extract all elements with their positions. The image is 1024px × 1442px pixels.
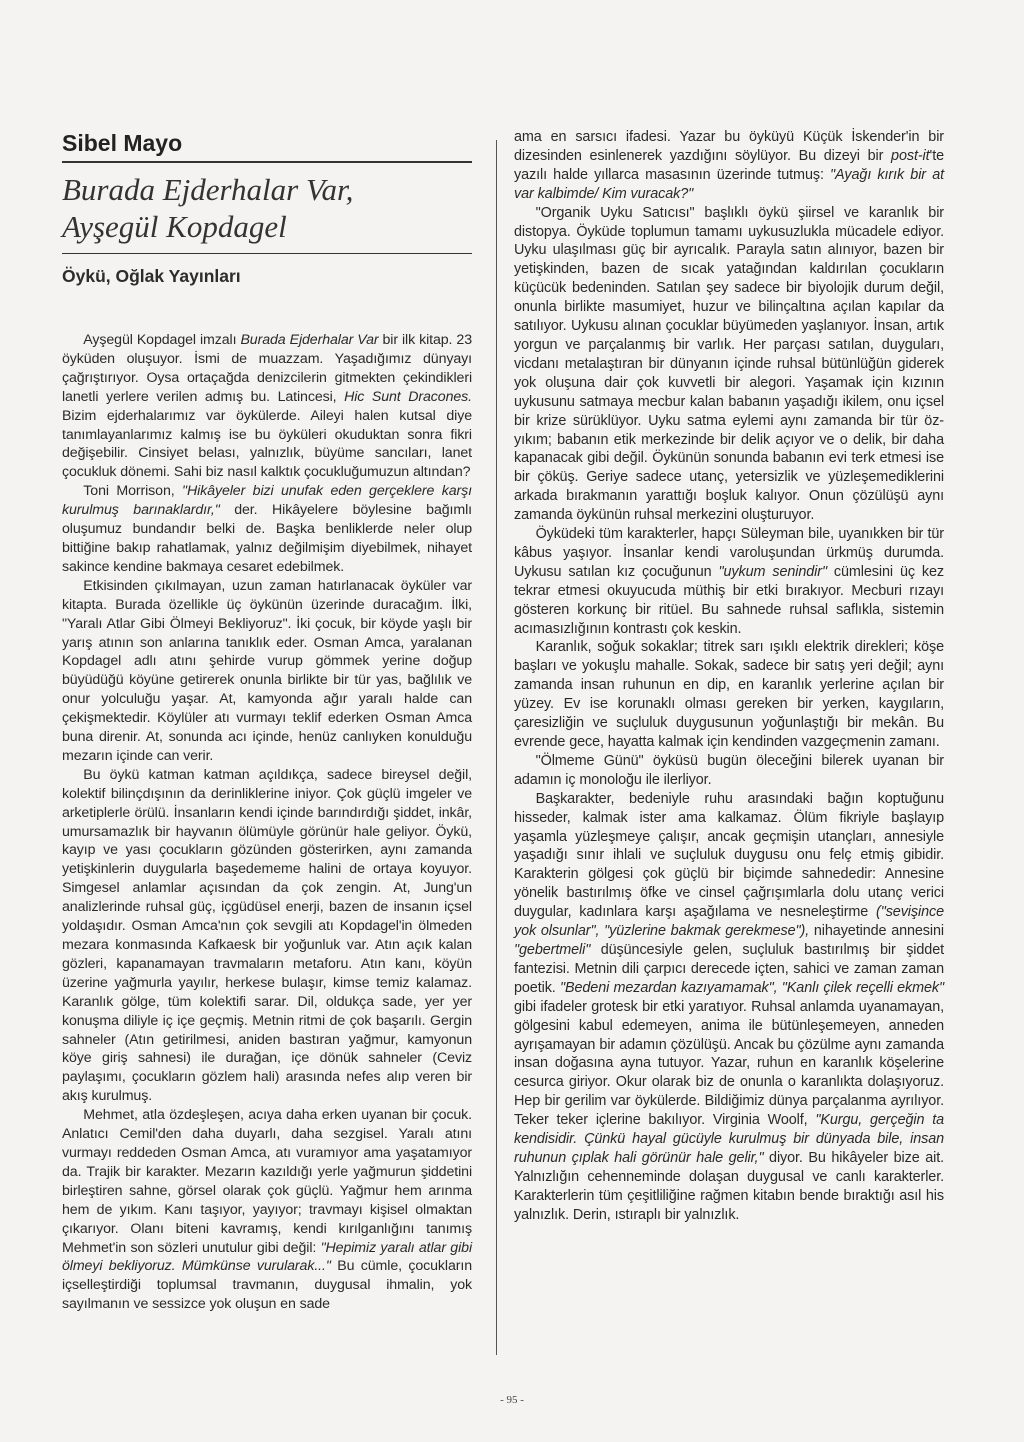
column-divider (496, 140, 497, 1355)
title-bottom-rule (62, 253, 472, 255)
book-title (62, 171, 472, 245)
left-column (62, 130, 472, 1314)
paragraph: Bu öykü katman katman açıldıkça, sadece bireysel değil, kolektif bilinçdışının da derinliklerine iniyor. Çok güçlü imgeler ve arketiplerle örülü. İnsanların kendi içinde barındırdığı şiddet, inkâr, umursamazlık bir hayvanın ölümüyle görünür hale geliyor. Öykü, kayıp ve yası çocukların gözünden gösterirken, aynı zamanda yetişkinlerin duygularla başedememe halini de ortaya koyuyor. Simgesel anlamlar açısından da çok zengin. At, Jung'un analizlerinde ruhsal güç, içgüdüsel enerji, bazen de insanın içsel yoldaşıdır. Osman Amca'nın çok sevgili atı Kopdagel'in ölmeden mezara konmasında Kafkaesk bir yoğunluk var. Atın açık kalan gözleri, kapanamayan travmaların metaforu. Atın kanı, köyün üzerine yağmurla yayılır, herkese bulaşır, kimse temiz kalamaz. Karanlık gölge, tüm kolektifi sarar. Dil, oldukça sade, yer yer konuşma diliyle iç içe geçmiş. Metnin ritmi de çok başarılı. Gergin sahneler (Atın getirilmesi, aniden bastıran yağmur, kamyonun köye giriş sahnesi) ile durağan, içe dönük sahneler (Ceviz paylaşımı, çocukların gözlem hali) arasında nefes alıp veren bir akış kurulmuş. (62, 766, 472, 1105)
author-name: Sibel Mayo (62, 130, 183, 156)
book-title-line2: Ayşegül Kopdagel (62, 208, 287, 244)
paragraph: "Ölmeme Günü" öyküsü bugün öleceğini bilerek uyanan bir adamın iç monoloğu ile ilerliyor. (514, 752, 944, 788)
paragraph: Etkisinden çıkılmayan, uzun zaman hatırlanacak öyküler var kitapta. Burada özellikle üç öykünün üzerinde duracağım. İlki, "Yaralı Atlar Gibi Ölmeyi Bekliyoruz". İki çocuk, bir köyde yaşlı bir yarış atının son anlarına tanıklık eder. Osman Amca, yaralanan Kopdagel adlı atını şehirde vurup gömmek yerine doğup büyüdüğü köyüne getirerek onunla birlikte bir tür yas, bağlılık ve onur yolculuğu yaşar. At, kamyonda ağır yaralı halde can çekişmektedir. Köylüler atı vurmayı teklif ederken Osman Amca buna direnir. At, sonunda acı içinde, henüz canlıyken konulduğu mezarın içinde can verir. (62, 577, 472, 764)
right-column (514, 128, 944, 1225)
paragraph: Ayşegül Kopdagel imzalı Burada Ejderhalar Var bir ilk kitap. 23 öyküden oluşuyor. İsmi de muazzam. Yaşadığımız dünyayı çağrıştırıyor. Oysa ortaçağda denizcilerin gitmekten çekindikleri lanetli yerlere verilen admış bu. Latincesi, Hic Sunt Dracones. Bizim ejderhalarımız var öykülerde. Aileyi halen kutsal diye tanımlayanlarımız kalmış ise bu öyküleri okuduktan sonra fikri değişebilir. Cinsiyet belası, yalnızlık, büyüme sancıları, lanet çocukluk dönemi. Sahi biz nasıl kalktık çocukluğumuzun altından? (62, 332, 472, 481)
genre-publisher: Öykü, Oğlak Yayınları (62, 266, 241, 286)
paragraph: Öyküdeki tüm karakterler, hapçı Süleyman bile, uyanıkken bir tür kâbus yaşıyor. İnsanlar kendi varoluşundan ürkmüş durumda. Uykusu satılan kız çocuğunun "uykum senindir" cümlesini üç kez tekrar etmesi okuyucuda müthiş bir etki bırakıyor. Mecburi rızayı gösteren korkunç bir ritüel. Bu sahnede ruhsal saflıkla, sistemin acımasızlığının kontrastı çok keskin. (514, 526, 944, 637)
paragraph: Toni Morrison, "Hikâyeler bizi unufak eden gerçeklere karşı kurulmuş barınaklardır," der. Hikâyelere böylesine bağımlı oluşumuz bundandır belki de. Başka benliklerde neler olup bittiğine bakıp rahatlamak, yalnız değilmişim diyebilmek, nihayet sakince kendine bakmaya cesaret edebilmek. (62, 483, 473, 575)
paragraph: "Organik Uyku Satıcısı" başlıklı öykü şiirsel ve karanlık bir distopya. Öyküde toplumun tamamı uykusuzlukla mücadele ediyor. Uyku ulaşılması güç bir ayrıcalık. Parayla satın alınıyor, bazen bir yetişkinden, bazen de sıcak yatağından kaldırılan çocukların küçücük bedeninden. Satılan şey sadece bir biyolojik durum değil, onunla birlikte masumiyet, huzur ve bilinçaltına açılan kapılar da satılıyor. Uykusu alınan çocuklar büyümeden yaşlanıyor. İnsan, artık yorgun ve parçalanmış bir varlık. Her parçası satılan, duyguları, vicdanı metalaştıran bir dünyanın içinde ruhsal bütünlüğün giderek yok oluşuna dair çok kuvvetli bir alegori. Yaşamak için kızının uykusunu satmaya mecbur kalan babanın yaşadığı ikilem, onu içsel bir krize sürüklüyor. Uyku satma eylemi aynı zamanda bir tür öz-yıkım; babanın etik merkezinde bir delik açıyor ve o delik, bir daha kapanacak gibi değil. Öykünün sonunda babanın evi terk etmesi ise bir çöküş. Geriye sadece utanç, yetersizlik ve yüzleşemediklerini arkada bırakmanın yarattığı boşluk kalıyor. Onun çözülüşü aynı zamanda öykünün ruhsal merkezini oluşturuyor. (514, 204, 944, 524)
paragraph: Mehmet, atla özdeşleşen, acıya daha erken uyanan bir çocuk. Anlatıcı Cemil'den daha duyarlı, daha sezgisel. Yaralı atını vurmayı reddeden Osman Amca, atı vuramıyor ama yaşatamıyor da. Trajik bir karakter. Mezarın kazıldığı yerle yağmurun şiddetini birleştiren sahne, görsel olarak çok güçlü. Yağmur hem arınma hem de yıkım. Kanı taşıyor, yayıyor; travmayı kişisel olmaktan çıkarıyor. Olanı biteni kavramış, kendi kırılganlığını tanımış Mehmet'in son sözleri unutulur gibi değil: "Hepimiz yaralı atlar gibi ölmeyi bekliyoruz. Mümkünse vurularak..." Bu cümle, çocukların içselleştirdiği toplumsal travmanın, duygusal ihmalin, yok sayılmanın ve sessizce yok oluşun en sade (62, 1107, 473, 1313)
book-title-line1: Burada Ejderhalar Var, (62, 171, 354, 207)
paragraph: ama en sarsıcı ifadesi. Yazar bu öyküyü Küçük İskender'in bir dizesinden esinlenerek yazdığını söylüyor. Bu dizeyi bir post-it'te yazılı halde yıllarca masasının üzerinde tutmuş: "Ayağı kırık bir at var kalbimde/ Kim vuracak?" (514, 129, 944, 202)
paragraph: Başkarakter, bedeniyle ruhu arasındaki bağın koptuğunu hisseder, kalmak ister ama kalkamaz. Ölüm fikriyle başlayıp yaşamla yüzleşmeye çalışır, ancak geçmişin utançları, annesiyle yaşadığı sınır ihlali ve suçluluk duygusu onu felç etmiş gibidir. Karakterin gölgesi çok güçlü bir biçimde sahnededir: Annesine yönelik bastırılmış öfke ve cinsel çağrışımlarla dolu utanç verici duygular, kadınlara karşı aşağılama ve nesneleştirme ("sevişince yok olsunlar", "yüzlerine bakmak gerekmese"), nihayetinde annesini "gebertmeli" düşüncesiyle gelen, suçluluk bastırılmış bir şiddet fantezisi. Metnin dili çarpıcı derecede içten, sahici ve zaman zaman poetik. "Bedeni mezardan kazıyamamak", "Kanlı çilek reçelli ekmek" gibi ifadeler grotesk bir etki yaratıyor. Ruhsal anlamda uyanamayan, gölgesini kabul edemeyen, anima ile bütünleşemeyen, anneden ayrışamayan bir adamın çözülüşü. Ancak bu çözülme aynı zamanda insan doğasına ayna tutuyor. Yazar, ruhun en karanlık köşelerine cesurca giriyor. Okur olarak biz de onunla o karanlıkta dolaşıyoruz. Hep bir gerilim var öykülerde. Bildiğimiz dünya parçalanma ayrılıyor. Teker teker içlerine bakılıyor. Virginia Woolf, "Kurgu, gerçeğin ta kendisidir. Çünkü hayal gücüyle kurulmuş bir dünyada bile, insan ruhunun çıplak hali görünür hale gelir," diyor. Bu hikâyeler bize ait. Yalnızlığın cehenneminde dolaşan duygusal ve canlı karakterler. Karakterlerin tüm çeşitliliğine rağmen kitabın bende bıraktığı asıl his yalnızlık. Derin, ıstıraplı bir yalnızlık. (514, 790, 944, 1223)
title-top-rule (62, 161, 472, 163)
page-number: - 95 - (500, 1394, 524, 1406)
paragraph: Karanlık, soğuk sokaklar; titrek sarı ışıklı elektrik direkleri; köşe başları ve yokuşlu mahalle. Sokak, sadece bir satış yeri değil; aynı zamanda insan ruhunun en dip, en karanlık yerlerine açılan bir yüzey. Ev ise korunaklı olması gereken bir yerken, kaygıların, çaresizliğin ve suçluluk duygusunun yoğunlaştığı bir mekân. Bu evrende gece, hayatta kalmak için kendinden vazgeçmenin zamanı. (514, 639, 944, 750)
